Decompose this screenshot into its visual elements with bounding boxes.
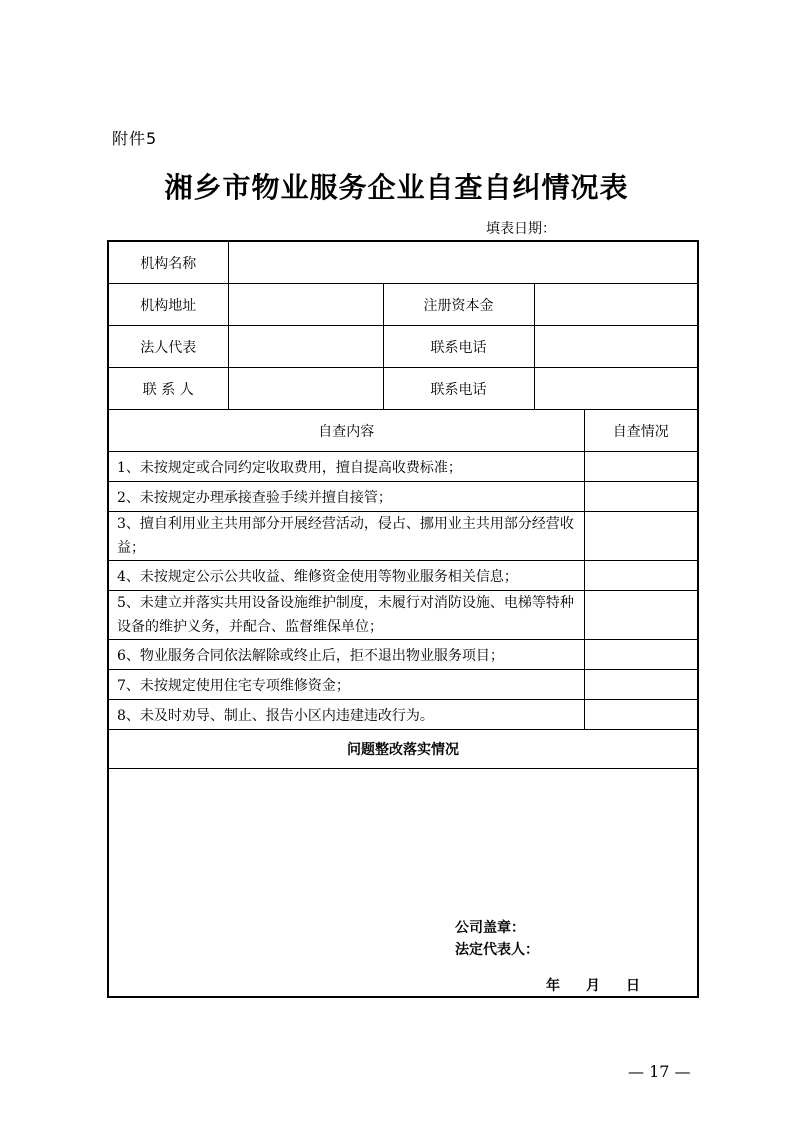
page-number: — 17 — [628, 1062, 691, 1081]
org-address-field[interactable] [228, 284, 383, 326]
signature-block [455, 917, 539, 961]
contact-phone-label-2: 联系电话 [383, 368, 534, 410]
org-name-field[interactable] [228, 241, 698, 284]
check-status-3[interactable] [584, 512, 698, 561]
check-status-header: 自查情况 [584, 410, 698, 452]
fill-date-label: 填表日期： [486, 221, 556, 237]
check-item-8: 8、未及时劝导、制止、报告小区内违建违改行为。 [108, 700, 584, 730]
check-item-3: 3、擅自利用业主共用部分开展经营活动，侵占、挪用业主共用部分经营收益； [108, 512, 584, 561]
contact-phone-label-1: 联系电话 [383, 326, 534, 368]
check-status-1[interactable] [584, 452, 698, 482]
org-address-label: 机构地址 [108, 284, 228, 326]
check-item-5: 5、未建立并落实共用设备设施维护制度，未履行对消防设施、电梯等特种设备的维护义务，并配合、监督维保单位； [108, 591, 584, 640]
rectification-header: 问题整改落实情况 [108, 730, 698, 769]
check-item-7: 7、未按规定使用住宅专项维修资金； [108, 670, 584, 700]
self-inspection-form [107, 240, 699, 998]
legal-rep-field[interactable] [228, 326, 383, 368]
org-name-label: 机构名称 [108, 241, 228, 284]
check-item-4: 4、未按规定公示公共收益、维修资金使用等物业服务相关信息； [108, 561, 584, 591]
registered-capital-label: 注册资本金 [383, 284, 534, 326]
check-status-8[interactable] [584, 700, 698, 730]
company-seal-label: 公司盖章： [455, 920, 525, 936]
check-status-2[interactable] [584, 482, 698, 512]
day-label: 日 [626, 978, 640, 994]
contact-person-label: 联 系 人 [108, 368, 228, 410]
contact-person-field[interactable] [228, 368, 383, 410]
check-status-4[interactable] [584, 561, 698, 591]
contact-phone-field-1[interactable] [534, 326, 698, 368]
month-label: 月 [586, 978, 600, 994]
check-item-2: 2、未按规定办理承接查验手续并擅自接管； [108, 482, 584, 512]
check-item-6: 6、物业服务合同依法解除或终止后，拒不退出物业服务项目； [108, 640, 584, 670]
check-status-5[interactable] [584, 591, 698, 640]
legal-representative-label: 法定代表人： [455, 942, 539, 958]
rectification-content-area[interactable] [108, 769, 698, 998]
year-label: 年 [546, 978, 560, 994]
page-title: 湘乡市物业服务企业自查自纠情况表 [164, 171, 629, 204]
sign-date-line [546, 975, 640, 995]
registered-capital-field[interactable] [534, 284, 698, 326]
check-status-6[interactable] [584, 640, 698, 670]
attachment-label: 附件5 [112, 129, 158, 148]
contact-phone-field-2[interactable] [534, 368, 698, 410]
check-content-header: 自查内容 [108, 410, 584, 452]
legal-rep-label: 法人代表 [108, 326, 228, 368]
check-status-7[interactable] [584, 670, 698, 700]
check-item-1: 1、未按规定或合同约定收取费用，擅自提高收费标准； [108, 452, 584, 482]
